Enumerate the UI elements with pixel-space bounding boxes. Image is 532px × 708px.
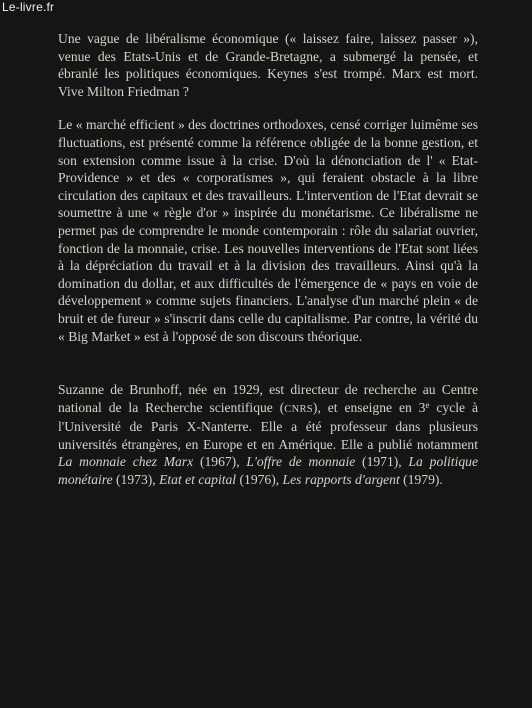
book-title-2: L'offre de monnaie bbox=[246, 454, 356, 470]
intro-paragraph: Une vague de libéralisme économique (« laissez faire, laissez passer »), venue des Etats-Unis et de Grande-Bretagne, a submergé la pensée, et ébranlé les politiques économiques. Keynes s'est trompé. Marx est mort. Vive Milton Friedman ? bbox=[58, 31, 478, 99]
book-year-3: (1973), bbox=[112, 472, 160, 488]
cnrs-acronym: CNRS bbox=[284, 403, 313, 415]
ordinal-superscript: e bbox=[425, 399, 430, 410]
book-year-4: (1976), bbox=[236, 472, 283, 488]
watermark-text: Le-livre.fr bbox=[2, 0, 55, 14]
bio-text-3: cycle à l'Université de Paris X-Nanterre. Elle a été professeur dans plusieurs universités étrangères, en Europe et en Amérique. Elle a publié notamment bbox=[58, 399, 479, 452]
bio-text-2: ), et enseigne en 3 bbox=[312, 399, 426, 415]
book-year-2: (1971), bbox=[355, 454, 409, 470]
bio-text-1: Suzanne de Brunhoff, née en 1929, est directeur de recherche au Centre national de la Recherche scientifique ( bbox=[58, 382, 478, 415]
book-year-5: (1979). bbox=[399, 472, 443, 488]
book-title-5: Les rapports d'argent bbox=[282, 472, 400, 488]
author-bio-paragraph bbox=[58, 381, 478, 489]
main-paragraph: Le « marché efficient » des doctrines orthodoxes, censé corriger luimême ses fluctuations, est présenté comme la référence obligée de la bonne gestion, et son extension comme issue à la crise. D'où la dénonciation de l' « Etat-Providence » et des « corporatismes », qui feraient obstacle à la libre circulation des capitaux et des travailleurs. L'intervention de l'Etat devrait se soumettre à une « règle d'or » inspirée du monétarisme. Ce libéralisme ne permet pas de comprendre le monde contemporain : rôle du salariat ouvrier, fonction de la monnaie, crise. Les nouvelles interventions de l'Etat sont liées à la dépréciation du travail et à la division des travailleurs. Ainsi qu'à la domination du dollar, et aux difficultés de l'émergence de « pays en voie de développement » comme sujets financiers. L'analyse d'un marché plein « de bruit et de fureur » s'inscrit dans celle du capitalisme. Par contre, la vérité du « Big Market » est à l'opposé de son discours théorique. bbox=[58, 117, 478, 344]
book-year-1: (1967), bbox=[193, 454, 247, 470]
book-title-3: La politique monétaire bbox=[58, 454, 478, 488]
back-cover-text bbox=[58, 0, 478, 489]
book-title-1: La monnaie chez Marx bbox=[58, 454, 194, 470]
book-title-4: Etat et capital bbox=[159, 472, 237, 488]
